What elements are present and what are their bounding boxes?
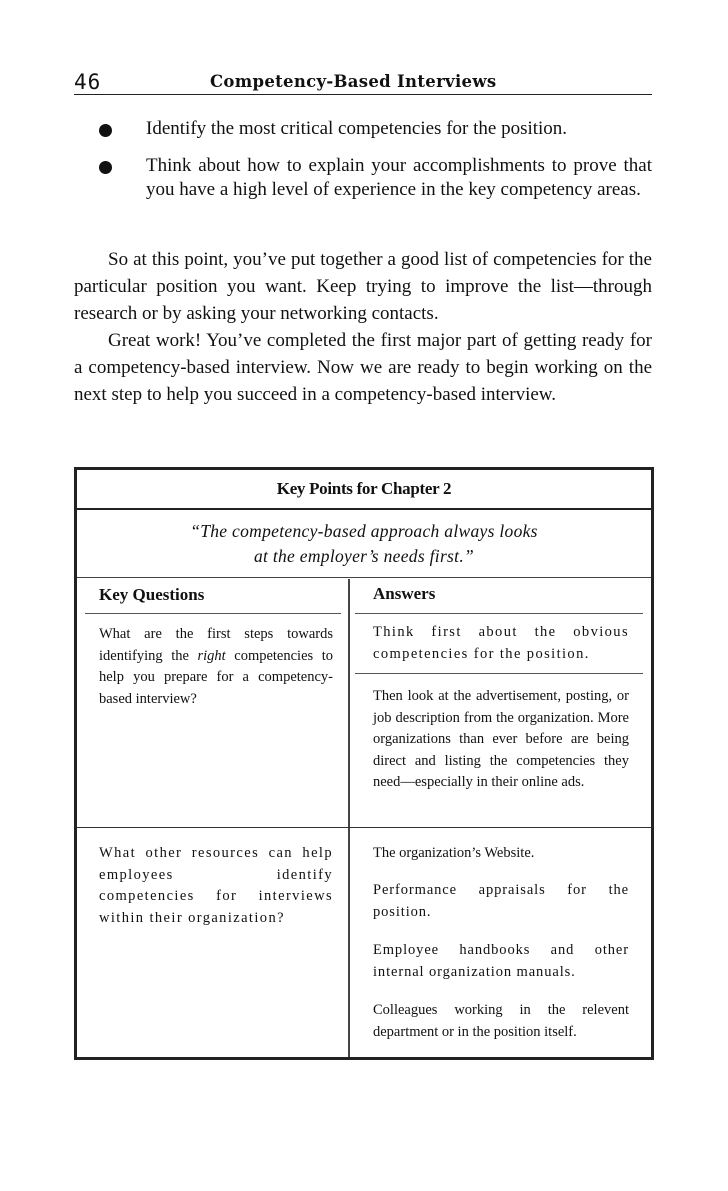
quote-line: at the employer’s needs first.” (253, 546, 475, 566)
divider (355, 613, 643, 614)
bullet-text: Think about how to explain your accomplishments to prove that you have a high level of experience in the key competency areas. (146, 154, 652, 200)
bullet-icon (99, 161, 112, 174)
page-number: 46 (74, 70, 102, 94)
question-text: What other resources can help employees identify competencies for interviews within their organization? (99, 845, 333, 926)
answers-header: Answers (373, 584, 436, 603)
answer-text: Think first about the obvious competencies for the position. (373, 624, 629, 662)
column-divider (348, 579, 350, 1057)
bullet-list (74, 117, 652, 215)
answer-text: Employee handbooks and other internal organization manuals. (373, 942, 629, 980)
key-points-quote (77, 510, 651, 578)
divider (85, 613, 341, 614)
running-header (74, 66, 652, 95)
bullet-item (74, 154, 652, 203)
quote-line: “The competency-based approach always looks (190, 521, 538, 541)
key-points-title: Key Points for Chapter 2 (77, 470, 651, 510)
key-questions-header: Key Questions (99, 585, 205, 604)
row-divider (77, 827, 651, 828)
answer-text: The organization’s Website. (373, 845, 535, 861)
question-text: What are the first steps towards identifying the right competencies to help you prepare for a competency-based interview? (99, 626, 334, 707)
body-text (74, 246, 652, 408)
divider (355, 673, 643, 674)
emphasis: right (197, 647, 226, 664)
key-points-box (74, 467, 654, 1060)
running-title: Competency-Based Interviews (210, 72, 497, 91)
bullet-item (74, 117, 652, 142)
answer-text: Colleagues working in the relevent department or in the position itself. (373, 1002, 629, 1040)
answer-text: Then look at the advertisement, posting, or job description from the organization. More organizations than ever before are being direct and listing the competencies they need—especially in their online ads. (373, 688, 629, 790)
bullet-icon (99, 124, 112, 137)
paragraph: Great work! You’ve completed the first major part of getting ready for a competency-based interview. Now we are ready to begin working on the next step to help you succeed in a competency-based interview. (74, 330, 652, 405)
answer-text: Performance appraisals for the position. (373, 882, 629, 920)
paragraph: So at this point, you’ve put together a good list of competencies for the particular position you want. Keep trying to improve the list—through research or by asking your networking contacts. (74, 249, 652, 324)
bullet-text: Identify the most critical competencies for the position. (146, 118, 568, 139)
